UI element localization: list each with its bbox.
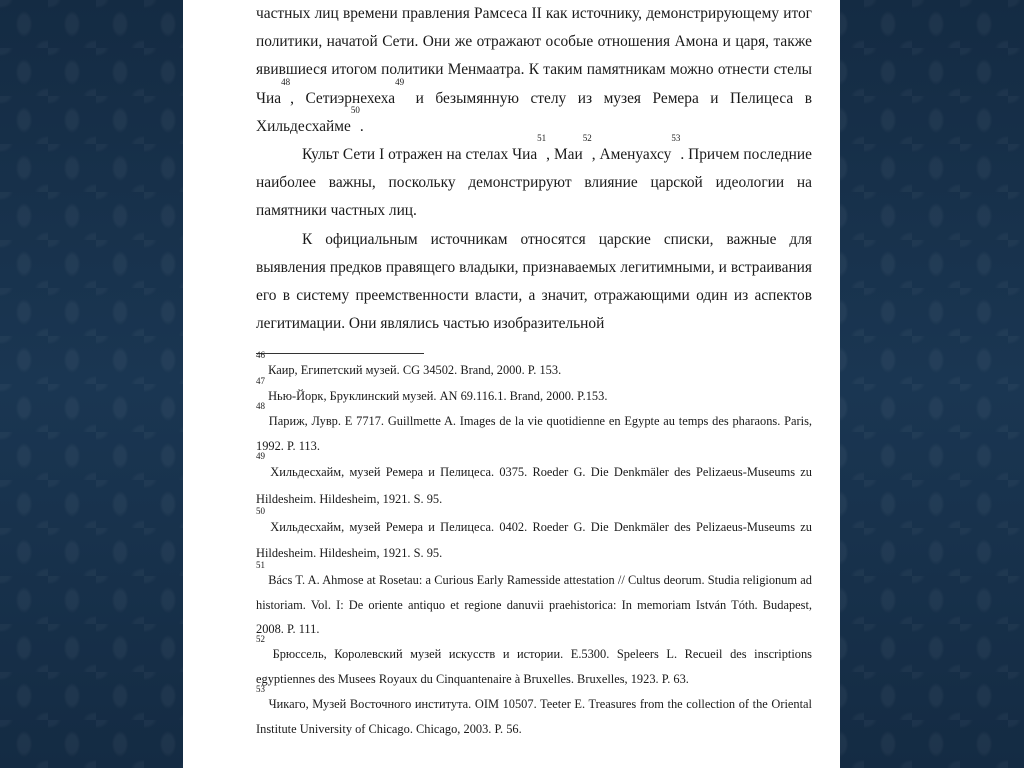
- footnote-text: Брюссель, Королевский музей искусств и истории. E.5300. Speleers L. Recueil des inscriptions egyptiennes des Musees Royaux du Cinquantenaire à Bruxelles. Bruxelles, 1923. P. 63.: [256, 647, 812, 686]
- footnote-text: Каир, Египетский музей. CG 34502. Brand, 2000. P. 153.: [265, 363, 562, 377]
- footnote-text: Чикаго, Музей Восточного института. OIM 10507. Teeter E. Treasures from the collection of the Oriental Institute University of Chicago. Chicago, 2003. P. 56.: [256, 697, 812, 736]
- footnotes: [256, 350, 812, 742]
- document-page: [183, 0, 840, 768]
- footnote: [256, 350, 812, 382]
- footnote-ref: 50: [350, 104, 360, 115]
- footnote-text: Париж, Лувр. E 7717. Guillmette A. Images de la vie quotidienne en Egypte au temps des pharaons. Paris, 1992. P. 113.: [256, 414, 812, 453]
- footnote: [256, 375, 812, 408]
- footnote-number: 51: [256, 560, 265, 571]
- text-run: частных лиц времени правления Рамсеса II как источнику, демонстрирующему итог политики, начатой Сети. Они же отражают особые отношения Амона и царя, также явившиеся итогом политики Менмаатра. К таким памятникам можно отнести стелы Чиа: [256, 5, 812, 107]
- paragraph: [256, 0, 813, 144]
- footnote-ref: 48: [281, 76, 291, 87]
- footnote-number: 47: [256, 375, 265, 386]
- text-run: Культ Сети I отражен на стелах Чиа: [302, 146, 538, 164]
- footnote-ref: 52: [582, 133, 592, 144]
- body-text: [256, 0, 812, 338]
- text-run: .: [359, 117, 364, 135]
- footnote-separator: [256, 353, 424, 354]
- footnote-ref: 49: [395, 76, 405, 87]
- footnote: [256, 684, 812, 740]
- footnote-number: 52: [256, 634, 265, 645]
- text-run: . Причем последние наиболее важны, поскольку демонстрируют влияние царской идеологии на памятники частных лиц.: [256, 146, 812, 220]
- text-run: , Сетиэрнехеха: [290, 89, 396, 107]
- footnote: [256, 451, 812, 512]
- footnote: [256, 505, 812, 567]
- footnote-text: Хильдесхайм, музей Ремера и Пелицеса. 0375. Roeder G. Die Denkmäler des Pelizaeus-Museums zu Hildesheim. Hildesheim, 1921. S. 95.: [256, 465, 812, 506]
- footnote-number: 53: [256, 684, 265, 695]
- footnote-number: 46: [256, 350, 265, 360]
- text-run: К официальным источникам относятся царские списки, важные для выявления предков правящего владыки, признаваемых легитимными, и встраивания его в систему преемственности власти, а значит, отражающими один из аспектов легитимации. Они являлись частью изобразительной: [256, 230, 812, 333]
- footnote-ref: 53: [671, 133, 681, 144]
- footnote-number: 50: [256, 505, 265, 516]
- footnote: [256, 560, 812, 641]
- footnote: [256, 634, 812, 690]
- footnote-number: 49: [256, 451, 265, 462]
- text-run: и безымянную стелу из музея Ремера и Пелицеса в Хильдесхайме: [256, 89, 813, 135]
- footnote: [256, 401, 812, 457]
- footnote-text: Хильдесхайм, музей Ремера и Пелицеса. 0402. Roeder G. Die Denkmäler des Pelizaeus-Museums zu Hildesheim. Hildesheim, 1921. S. 95.: [256, 519, 812, 561]
- paragraph: [256, 226, 812, 339]
- footnote-number: 48: [256, 401, 265, 412]
- paragraph: [256, 133, 812, 226]
- footnote-text: Bács T. A. Ahmose at Rosetau: a Curious Early Ramesside attestation // Cultus deorum. Studia religionum ad historiam. Vol. I: De oriente antiquo et regione danuvii praehistorica: In memoriam István Tóth. Budapest, 2008. P. 111.: [256, 573, 812, 636]
- text-run: , Аменуахсу: [591, 146, 672, 164]
- text-run: , Маи: [546, 146, 583, 164]
- footnote-ref: 51: [537, 133, 547, 144]
- footnote-text: Нью-Йорк, Бруклинский музей. AN 69.116.1. Brand, 2000. P.153.: [265, 388, 608, 403]
